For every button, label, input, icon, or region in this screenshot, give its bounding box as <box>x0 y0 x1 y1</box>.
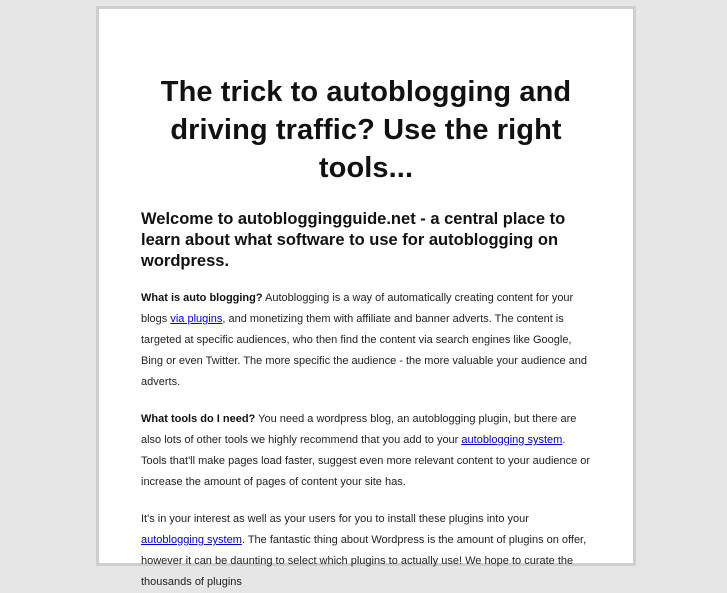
autoblogging-system-link[interactable]: autoblogging system <box>141 534 242 546</box>
paragraph-text: . The fantastic thing about Wordpress is the amount of plugins on offer, however it can be daunting to select which plugins to actually use! We hope to curate the thousands of plugins <box>141 534 587 588</box>
paragraph-text: Autoblogging is a way of automatically creating content for your blogs <box>141 292 574 325</box>
paragraph-text: It's in your interest as well as your users for you to install these plugins into your <box>141 513 529 525</box>
paragraph-text: You need a wordpress blog, an autoblogging plugin, but there are also lots of other tools we highly recommend that you add to your <box>141 413 577 446</box>
paragraph-what-is-autoblogging <box>141 288 591 393</box>
page-frame <box>96 6 636 588</box>
page-subtitle: Welcome to autobloggingguide.net - a central place to learn about what software to use for autoblogging on wordpress. <box>141 210 566 270</box>
paragraph-text: , and monetizing them with affiliate and banner adverts. The content is targeted at specific audiences, who then find the content via search engines like Google, Bing or even Twitter. The more specific the audience - the more valuable your audience and adverts. <box>141 313 587 388</box>
paragraph-text: . Tools that'll make pages load faster, suggest even more relevant content to your audience or increase the amount of pages of content your site has. <box>141 434 591 488</box>
paragraph-what-tools <box>141 409 591 493</box>
paragraph-plugins-interest <box>141 509 591 593</box>
paragraph-lead: What tools do I need? <box>141 413 256 425</box>
page-title: The trick to autoblogging and driving traffic? Use the right tools... <box>160 76 572 184</box>
via-plugins-link[interactable]: via plugins <box>170 313 223 325</box>
content-area <box>99 9 633 588</box>
paragraph-lead: What is auto blogging? <box>141 292 263 304</box>
autoblogging-system-link[interactable]: autoblogging system <box>461 434 563 446</box>
